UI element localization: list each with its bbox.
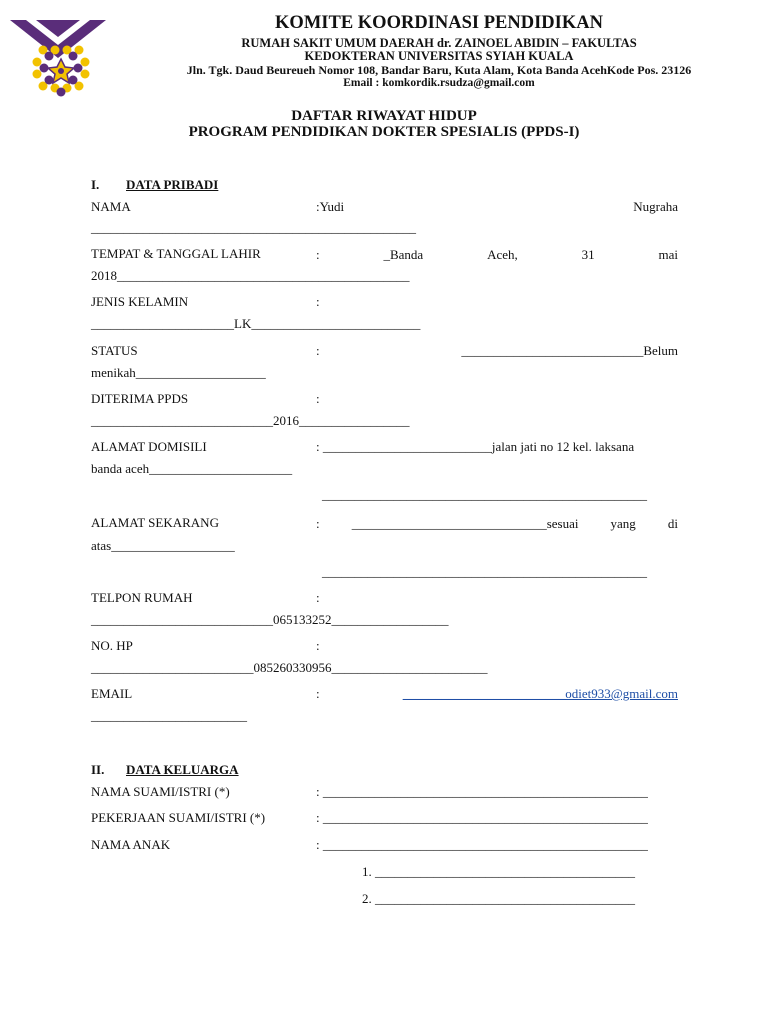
ttl-colon: :: [316, 247, 320, 262]
sekarang-part-c: di: [667, 516, 678, 531]
domisili-line: banda aceh______________________: [91, 461, 293, 476]
nama-line: __________________________________________________: [91, 220, 416, 235]
nama-label: NAMA: [91, 199, 131, 214]
hospital-name: RUMAH SAKIT UMUM DAERAH dr. ZAINOEL ABIDIN – FAKULTAS: [241, 36, 637, 50]
ttl-label: TEMPAT & TANGGAL LAHIR: [91, 246, 261, 261]
section-title: DATA KELUARGA: [126, 762, 239, 777]
telpon-label: TELPON RUMAH: [91, 590, 193, 605]
sekarang-colon: :: [316, 516, 320, 531]
sekarang-line: atas___________________: [91, 538, 235, 553]
suami-value: : __________________________________________________: [316, 784, 648, 799]
sekarang-part-a: ______________________________sesuai: [351, 516, 579, 531]
document-subtitle: PROGRAM PENDIDIKAN DOKTER SPESIALIS (PPDS-I): [188, 124, 580, 140]
email-label: EMAIL: [91, 686, 133, 701]
jk-colon: :: [316, 294, 320, 309]
status-colon: :: [316, 343, 320, 358]
nama-value-first: :Yudi: [316, 199, 345, 214]
org-address: Jln. Tgk. Daud Beureueh Nomor 108, Bandar Baru, Kuta Alam, Kota Banda AcehKode Pos. 23126: [186, 63, 692, 77]
jk-label: JENIS KELAMIN: [91, 294, 189, 309]
pekerjaan-label: PEKERJAAN SUAMI/ISTRI (*): [91, 810, 266, 825]
anak-item-2: 2. ________________________________________: [362, 891, 635, 906]
ttl-value: [316, 246, 678, 263]
hp-colon: :: [316, 638, 320, 653]
org-name: KOMITE KOORDINASI PENDIDIKAN: [275, 13, 603, 33]
email-link[interactable]: _________________________odiet933@gmail.com: [402, 686, 678, 701]
email-line: ________________________: [91, 708, 247, 723]
domisili-line-extra: __________________________________________________: [322, 487, 647, 502]
hp-label: NO. HP: [91, 638, 133, 653]
anak-item-1: 1. ________________________________________: [362, 864, 635, 879]
email-colon: :: [316, 686, 320, 701]
ttl-day: 31: [581, 247, 595, 262]
ttl-line: 2018_____________________________________________: [91, 268, 410, 283]
suami-label: NAMA SUAMI/ISTRI (*): [91, 784, 230, 799]
nama-value-last: Nugraha: [633, 199, 678, 214]
ttl-place-b: Aceh,: [487, 247, 518, 262]
anak-value: : __________________________________________________: [316, 837, 648, 852]
domisili-label: ALAMAT DOMISILI: [91, 439, 207, 454]
sekarang-value: [316, 515, 678, 532]
status-value: ____________________________Belum: [461, 343, 678, 358]
telpon-line: ____________________________065133252__________________: [91, 612, 449, 627]
ttl-month: mai: [658, 247, 678, 262]
anak-label: NAMA ANAK: [91, 837, 171, 852]
faculty-name: KEDOKTERAN UNIVERSITAS SYIAH KUALA: [304, 49, 574, 63]
ppds-colon: :: [316, 391, 320, 406]
domisili-value: : __________________________jalan jati no 12 kel. laksana: [316, 439, 635, 454]
ppds-line: ____________________________2016_________________: [91, 413, 410, 428]
section-title: DATA PRIBADI: [126, 177, 219, 192]
ttl-place-a: _Banda: [383, 247, 424, 262]
sekarang-label: ALAMAT SEKARANG: [91, 515, 219, 530]
hp-line: _________________________085260330956________________________: [91, 660, 488, 675]
section-number: II.: [91, 762, 105, 777]
section-number: I.: [91, 177, 100, 192]
status-line: menikah____________________: [91, 365, 266, 380]
status-label: STATUS: [91, 343, 138, 358]
komkordik-logo: [8, 14, 108, 100]
pekerjaan-value: : __________________________________________________: [316, 810, 648, 825]
jk-line: ______________________LK__________________________: [91, 316, 421, 331]
sekarang-part-b: yang: [610, 516, 636, 531]
sekarang-line-extra: __________________________________________________: [322, 564, 647, 579]
ppds-label: DITERIMA PPDS: [91, 391, 189, 406]
document-title: DAFTAR RIWAYAT HIDUP: [291, 108, 477, 124]
org-email: Email : komkordik.rsudza@gmail.com: [343, 77, 535, 89]
telpon-colon: :: [316, 590, 320, 605]
